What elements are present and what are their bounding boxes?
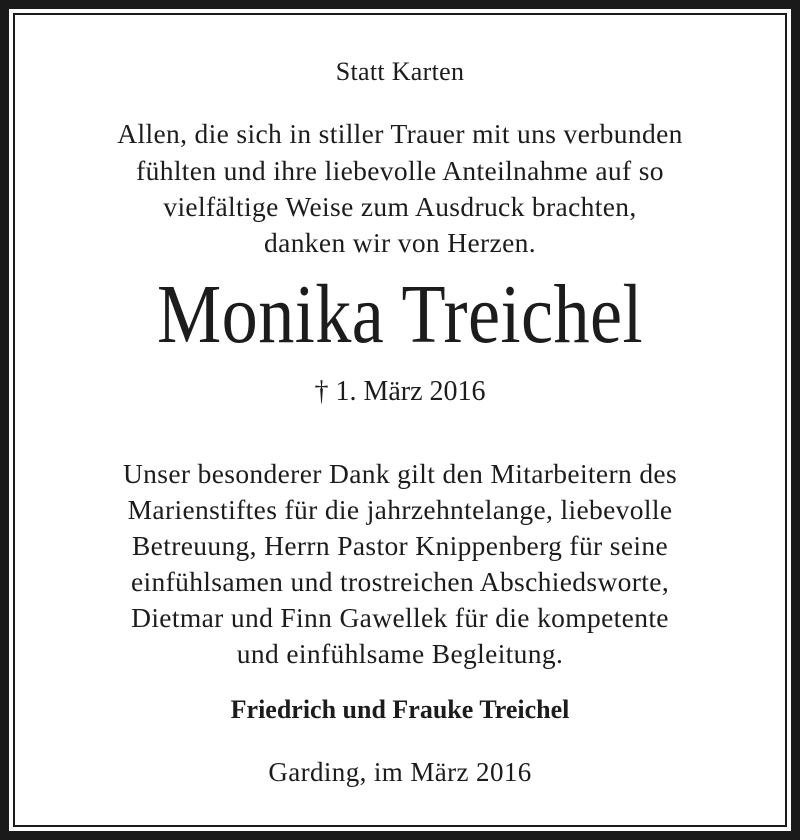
intro-line: fühlten und ihre liebevolle Anteilnahme auf so	[136, 155, 664, 186]
intro-line: vielfältige Weise zum Ausdruck brachten,	[163, 191, 637, 222]
intro-line: danken wir von Herzen.	[264, 227, 536, 258]
thanks-line: und einfühlsame Begleitung.	[236, 638, 564, 669]
death-date: † 1. März 2016	[314, 376, 486, 407]
header-statt-karten: Statt Karten	[335, 57, 465, 86]
deceased-name: Monika Treichel	[156, 268, 644, 361]
signers: Friedrich und Frauke Treichel	[230, 695, 570, 724]
thanks-line: einfühlsamen und trostreichen Abschiedsworte,	[130, 566, 670, 597]
thanks-line: Dietmar und Finn Gawellek für die kompetente	[131, 602, 669, 633]
intro-line: Allen, die sich in stiller Trauer mit uns verbunden	[117, 118, 683, 149]
thanks-line: Unser besonderer Dank gilt den Mitarbeitern des	[122, 458, 678, 489]
thanks-line: Marienstiftes für die jahrzehntelange, liebevolle	[127, 494, 673, 525]
thanks-line: Betreuung, Herrn Pastor Knippenberg für seine	[131, 530, 669, 561]
place-date: Garding, im März 2016	[268, 757, 532, 787]
